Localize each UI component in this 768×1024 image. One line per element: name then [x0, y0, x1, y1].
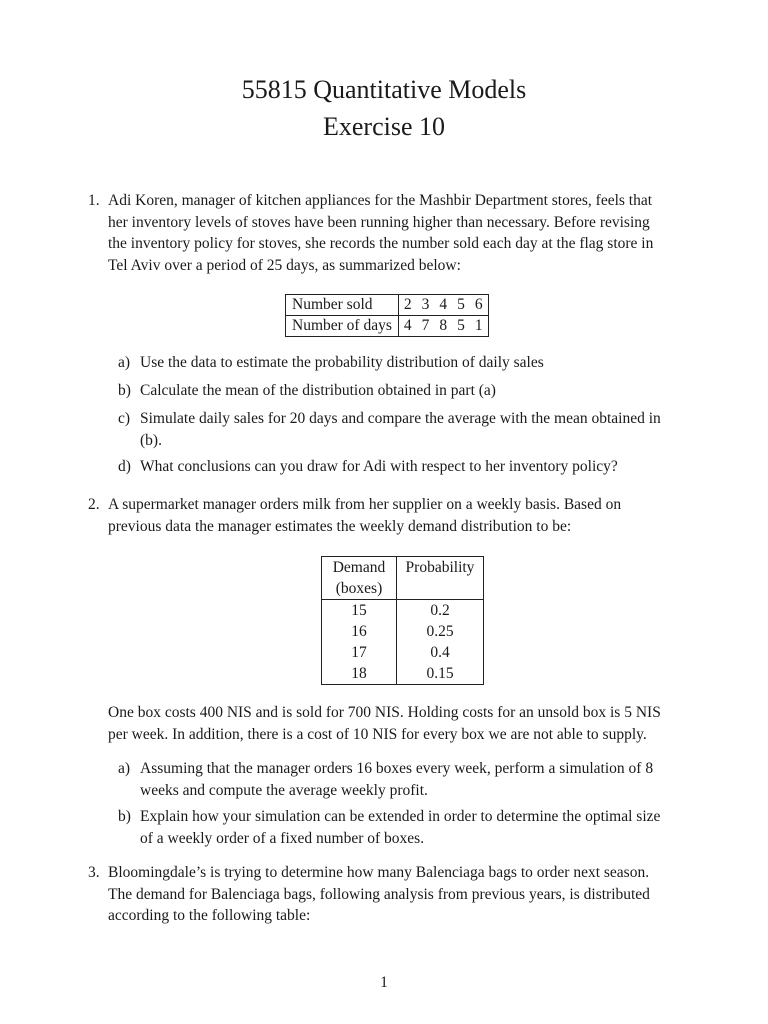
q2b-label: b) — [118, 808, 131, 825]
q1b-label: b) — [118, 382, 131, 399]
page-number: 1 — [380, 974, 388, 991]
q3-line: Bloomingdale’s is trying to determine how many Balenciaga bags to order next season. — [108, 864, 650, 881]
table-cell: 1 — [470, 316, 488, 337]
table-row — [322, 663, 484, 685]
q3-number: 3. — [88, 864, 100, 881]
q2a-text — [140, 758, 698, 801]
row-label-sold: Number sold — [286, 295, 399, 316]
q2-line: previous data the manager estimates the weekly demand distribution to be: — [108, 517, 572, 535]
q2b-line: of a weekly order of a fixed number of boxes. — [140, 829, 425, 847]
table-cell: 4 — [398, 316, 416, 337]
q1-text — [108, 190, 698, 276]
q2-costs-line: One box costs 400 NIS and is sold for 700 NIS. Holding costs for an unsold box is 5 NIS — [108, 704, 661, 721]
table-cell: 6 — [470, 295, 488, 316]
q1d-text: What conclusions can you draw for Adi with respect to her inventory policy? — [140, 458, 618, 475]
table-row — [286, 316, 489, 337]
exercise-title: Exercise 10 — [322, 112, 445, 141]
table-header-row — [322, 578, 484, 600]
table-cell: 7 — [417, 316, 435, 337]
table-cell: 0.2 — [430, 602, 450, 619]
table-cell: 5 — [452, 295, 470, 316]
table-cell: 0.15 — [426, 665, 454, 682]
table-cell: 4 — [434, 295, 452, 316]
table-cell: 5 — [452, 316, 470, 337]
q1a-label: a) — [118, 354, 131, 371]
demand-table — [321, 556, 484, 685]
q2-costs-line: per week. In addition, there is a cost of 10 NIS for every box we are not able to supply. — [108, 725, 647, 743]
table-row — [322, 621, 484, 642]
q2-costs-text — [108, 702, 698, 745]
table-cell: 18 — [322, 663, 397, 685]
q2-number: 2. — [88, 496, 100, 513]
q1-line: the inventory policy for stoves, she records the number sold each day at the flag store in — [108, 235, 654, 252]
q1-number: 1. — [88, 192, 100, 209]
q1c-line: (b). — [140, 431, 162, 449]
course-title: 55815 Quantitative Models — [241, 75, 527, 104]
table-cell: 0.4 — [430, 644, 450, 661]
header-demand: Demand — [322, 557, 397, 579]
table-cell: 15 — [322, 600, 397, 622]
table-cell: 17 — [322, 642, 397, 663]
q1d-label: d) — [118, 458, 131, 475]
q3-text — [108, 862, 698, 927]
table-row — [286, 295, 489, 316]
q1b-text: Calculate the mean of the distribution obtained in part (a) — [140, 382, 496, 399]
table-row — [322, 600, 484, 622]
q1-line: Tel Aviv over a period of 25 days, as summarized below: — [108, 256, 461, 274]
table-cell: 2 — [398, 295, 416, 316]
table-row — [322, 642, 484, 663]
q1-line: Adi Koren, manager of kitchen appliances for the Mashbir Department stores, feels that — [108, 192, 653, 209]
q2-text — [108, 494, 698, 537]
q2a-label: a) — [118, 760, 131, 777]
table-cell: 16 — [322, 621, 397, 642]
header-demand-unit: (boxes) — [322, 578, 397, 600]
table-header-row — [322, 557, 484, 579]
q1c-label: c) — [118, 410, 131, 427]
table-cell: 0.25 — [426, 623, 454, 640]
q2-line: A supermarket manager orders milk from her supplier on a weekly basis. Based on — [108, 496, 622, 513]
table-cell: 8 — [434, 316, 452, 337]
q3-line: according to the following table: — [108, 907, 311, 924]
q1c-line: Simulate daily sales for 20 days and compare the average with the mean obtained in — [140, 410, 661, 427]
row-label-days: Number of days — [286, 316, 399, 337]
q2b-line: Explain how your simulation can be extended in order to determine the optimal size — [140, 808, 661, 825]
q1a-text: Use the data to estimate the probability distribution of daily sales — [140, 354, 544, 371]
q2a-line: Assuming that the manager orders 16 boxes every week, perform a simulation of 8 — [140, 760, 654, 777]
sales-table — [285, 294, 489, 337]
q3-line: The demand for Balenciaga bags, following analysis from previous years, is distributed — [108, 885, 650, 903]
header-probability: Probability — [405, 559, 475, 576]
q1-line: her inventory levels of stoves have been running higher than necessary. Before revising — [108, 213, 650, 231]
table-cell: 3 — [417, 295, 435, 316]
q2b-text — [140, 806, 698, 849]
q2a-line: weeks and compute the average weekly profit. — [140, 781, 428, 799]
q1c-text — [140, 408, 698, 451]
